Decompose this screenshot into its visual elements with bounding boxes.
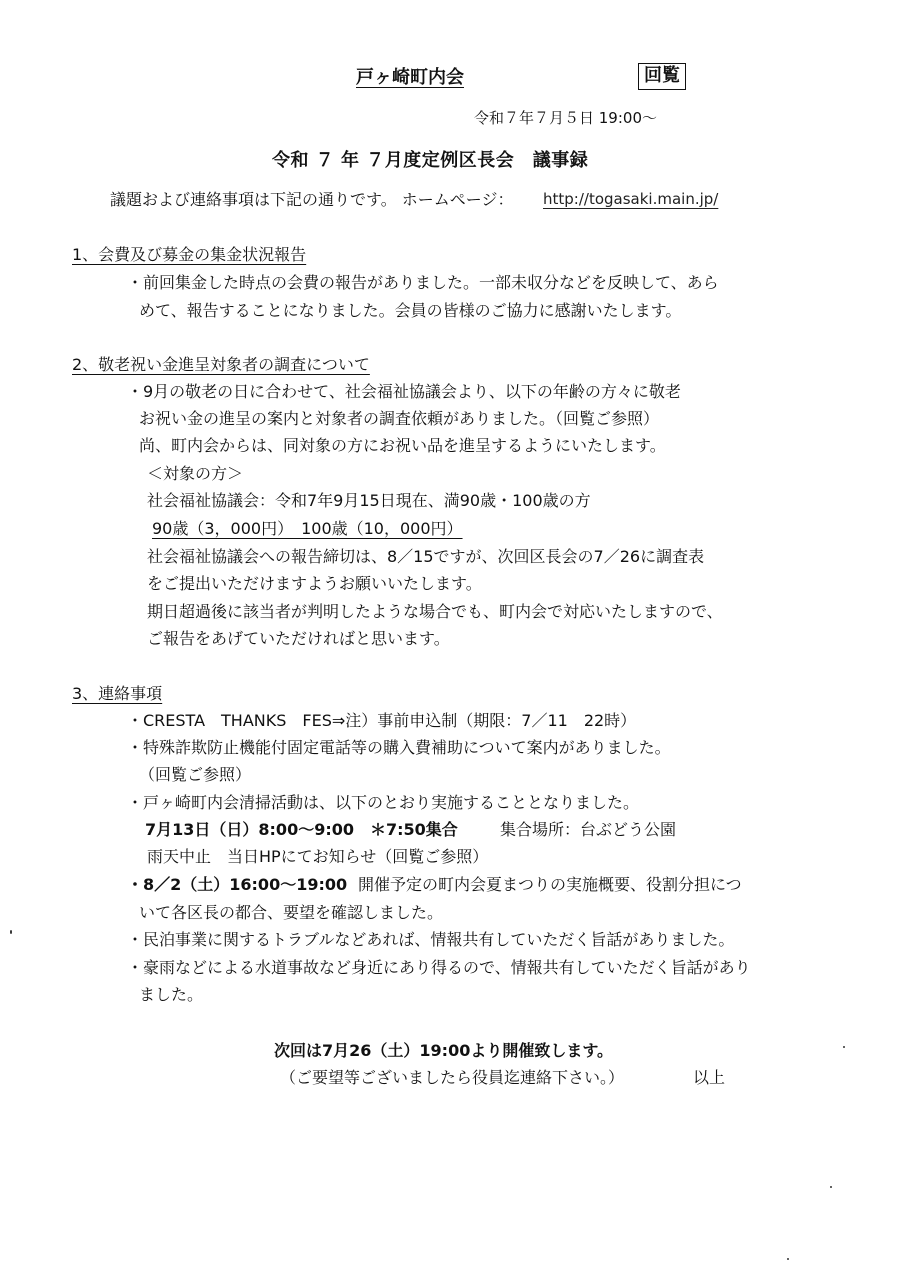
closing-mark: 以上 [693, 1068, 726, 1087]
section-heading-2: 2、敬老祝い金進呈対象者の調査について [72, 355, 370, 374]
document-title: 令和 ７ 年 ７月度定例区長会 議事録 [272, 150, 589, 171]
section2-line: ・9月の敬老の日に合わせて、社会福祉協議会より、以下の年齢の方々に敬老 [127, 382, 681, 401]
section2-line: お祝い金の進呈の案内と対象者の調査依頼がありました。（回覧ご参照） [139, 409, 660, 428]
festival-time: ・8／2（土）16:00〜19:00 [127, 875, 348, 894]
meeting-date: 令和７年７月５日 19:00〜 [474, 109, 657, 127]
section3-line: 開催予定の町内会夏まつりの実施概要、役割分担につ [358, 875, 742, 894]
cleanup-schedule: 7月13日（日）8:00〜9:00 ＊7:50集合 [145, 820, 458, 839]
section2-line: をご提出いただけますようお願いいたします。 [147, 574, 482, 593]
contact-note: （ご要望等ございましたら役員迄連絡下さい。） [280, 1068, 625, 1087]
section2-line: ご報告をあげていただければと思います。 [147, 629, 450, 648]
next-meeting-notice: 次回は7月26（土）19:00より開催致します。 [274, 1041, 614, 1060]
section3-line: （回覧ご参照） [139, 765, 252, 784]
section3-line: 雨天中止 当日HPにてお知らせ（回覧ご参照） [147, 847, 489, 866]
scan-speck [10, 930, 12, 934]
section1-line: ・前回集金した時点の会費の報告がありました。一部未収分などを反映して、あら [127, 273, 719, 292]
section3-line: いて各区長の都合、要望を確認しました。 [139, 903, 444, 922]
gift-amounts: 90歳（3，000円） 100歳（10，000円） [152, 519, 463, 538]
scan-speck [787, 1258, 789, 1260]
section2-line: 期日超過後に該当者が判明したような場合でも、町内会で対応いたしますので、 [147, 602, 723, 621]
section-heading-3: 3、連絡事項 [72, 684, 163, 703]
section3-line: ・豪雨などによる水道事故など身近にあり得るので、情報共有していただく旨話があり [127, 958, 751, 977]
section-heading-1: 1、会費及び募金の集金状況報告 [72, 245, 307, 264]
target-heading: ＜対象の方＞ [147, 464, 244, 483]
scan-speck [830, 1186, 832, 1188]
section2-line: 社会福祉協議会：令和7年9月15日現在、満90歳・100歳の方 [147, 491, 591, 510]
intro-text: 議題および連絡事項は下記の通りです。 ホームページ： [110, 190, 514, 209]
section2-line: 社会福祉協議会への報告締切は、8／15ですが、次回区長会の7／26に調査表 [147, 547, 705, 566]
circulation-stamp: 回覧 [638, 63, 686, 90]
homepage-link[interactable]: http://togasaki.main.jp/ [543, 190, 719, 208]
section3-line: ・戸ヶ崎町内会清掃活動は、以下のとおり実施することとなりました。 [127, 793, 640, 812]
section3-line: ・特殊詐欺防止機能付固定電話等の購入費補助について案内がありました。 [127, 738, 671, 757]
organization-title: 戸ヶ崎町内会 [356, 67, 464, 88]
meeting-place: 集合場所：台ぶどう公園 [500, 820, 677, 839]
section3-line: ・民泊事業に関するトラブルなどあれば、情報共有していただく旨話がありました。 [127, 930, 735, 949]
section3-line: ・CRESTA THANKS FES⇒注）事前申込制（期限：7／11 22時） [127, 711, 637, 730]
scan-speck [843, 1046, 845, 1048]
section2-line: 尚、町内会からは、同対象の方にお祝い品を進呈するようにいたします。 [139, 436, 666, 455]
section1-line: めて、報告することになりました。会員の皆様のご協力に感謝いたします。 [139, 301, 682, 320]
section3-line: ました。 [139, 985, 204, 1004]
